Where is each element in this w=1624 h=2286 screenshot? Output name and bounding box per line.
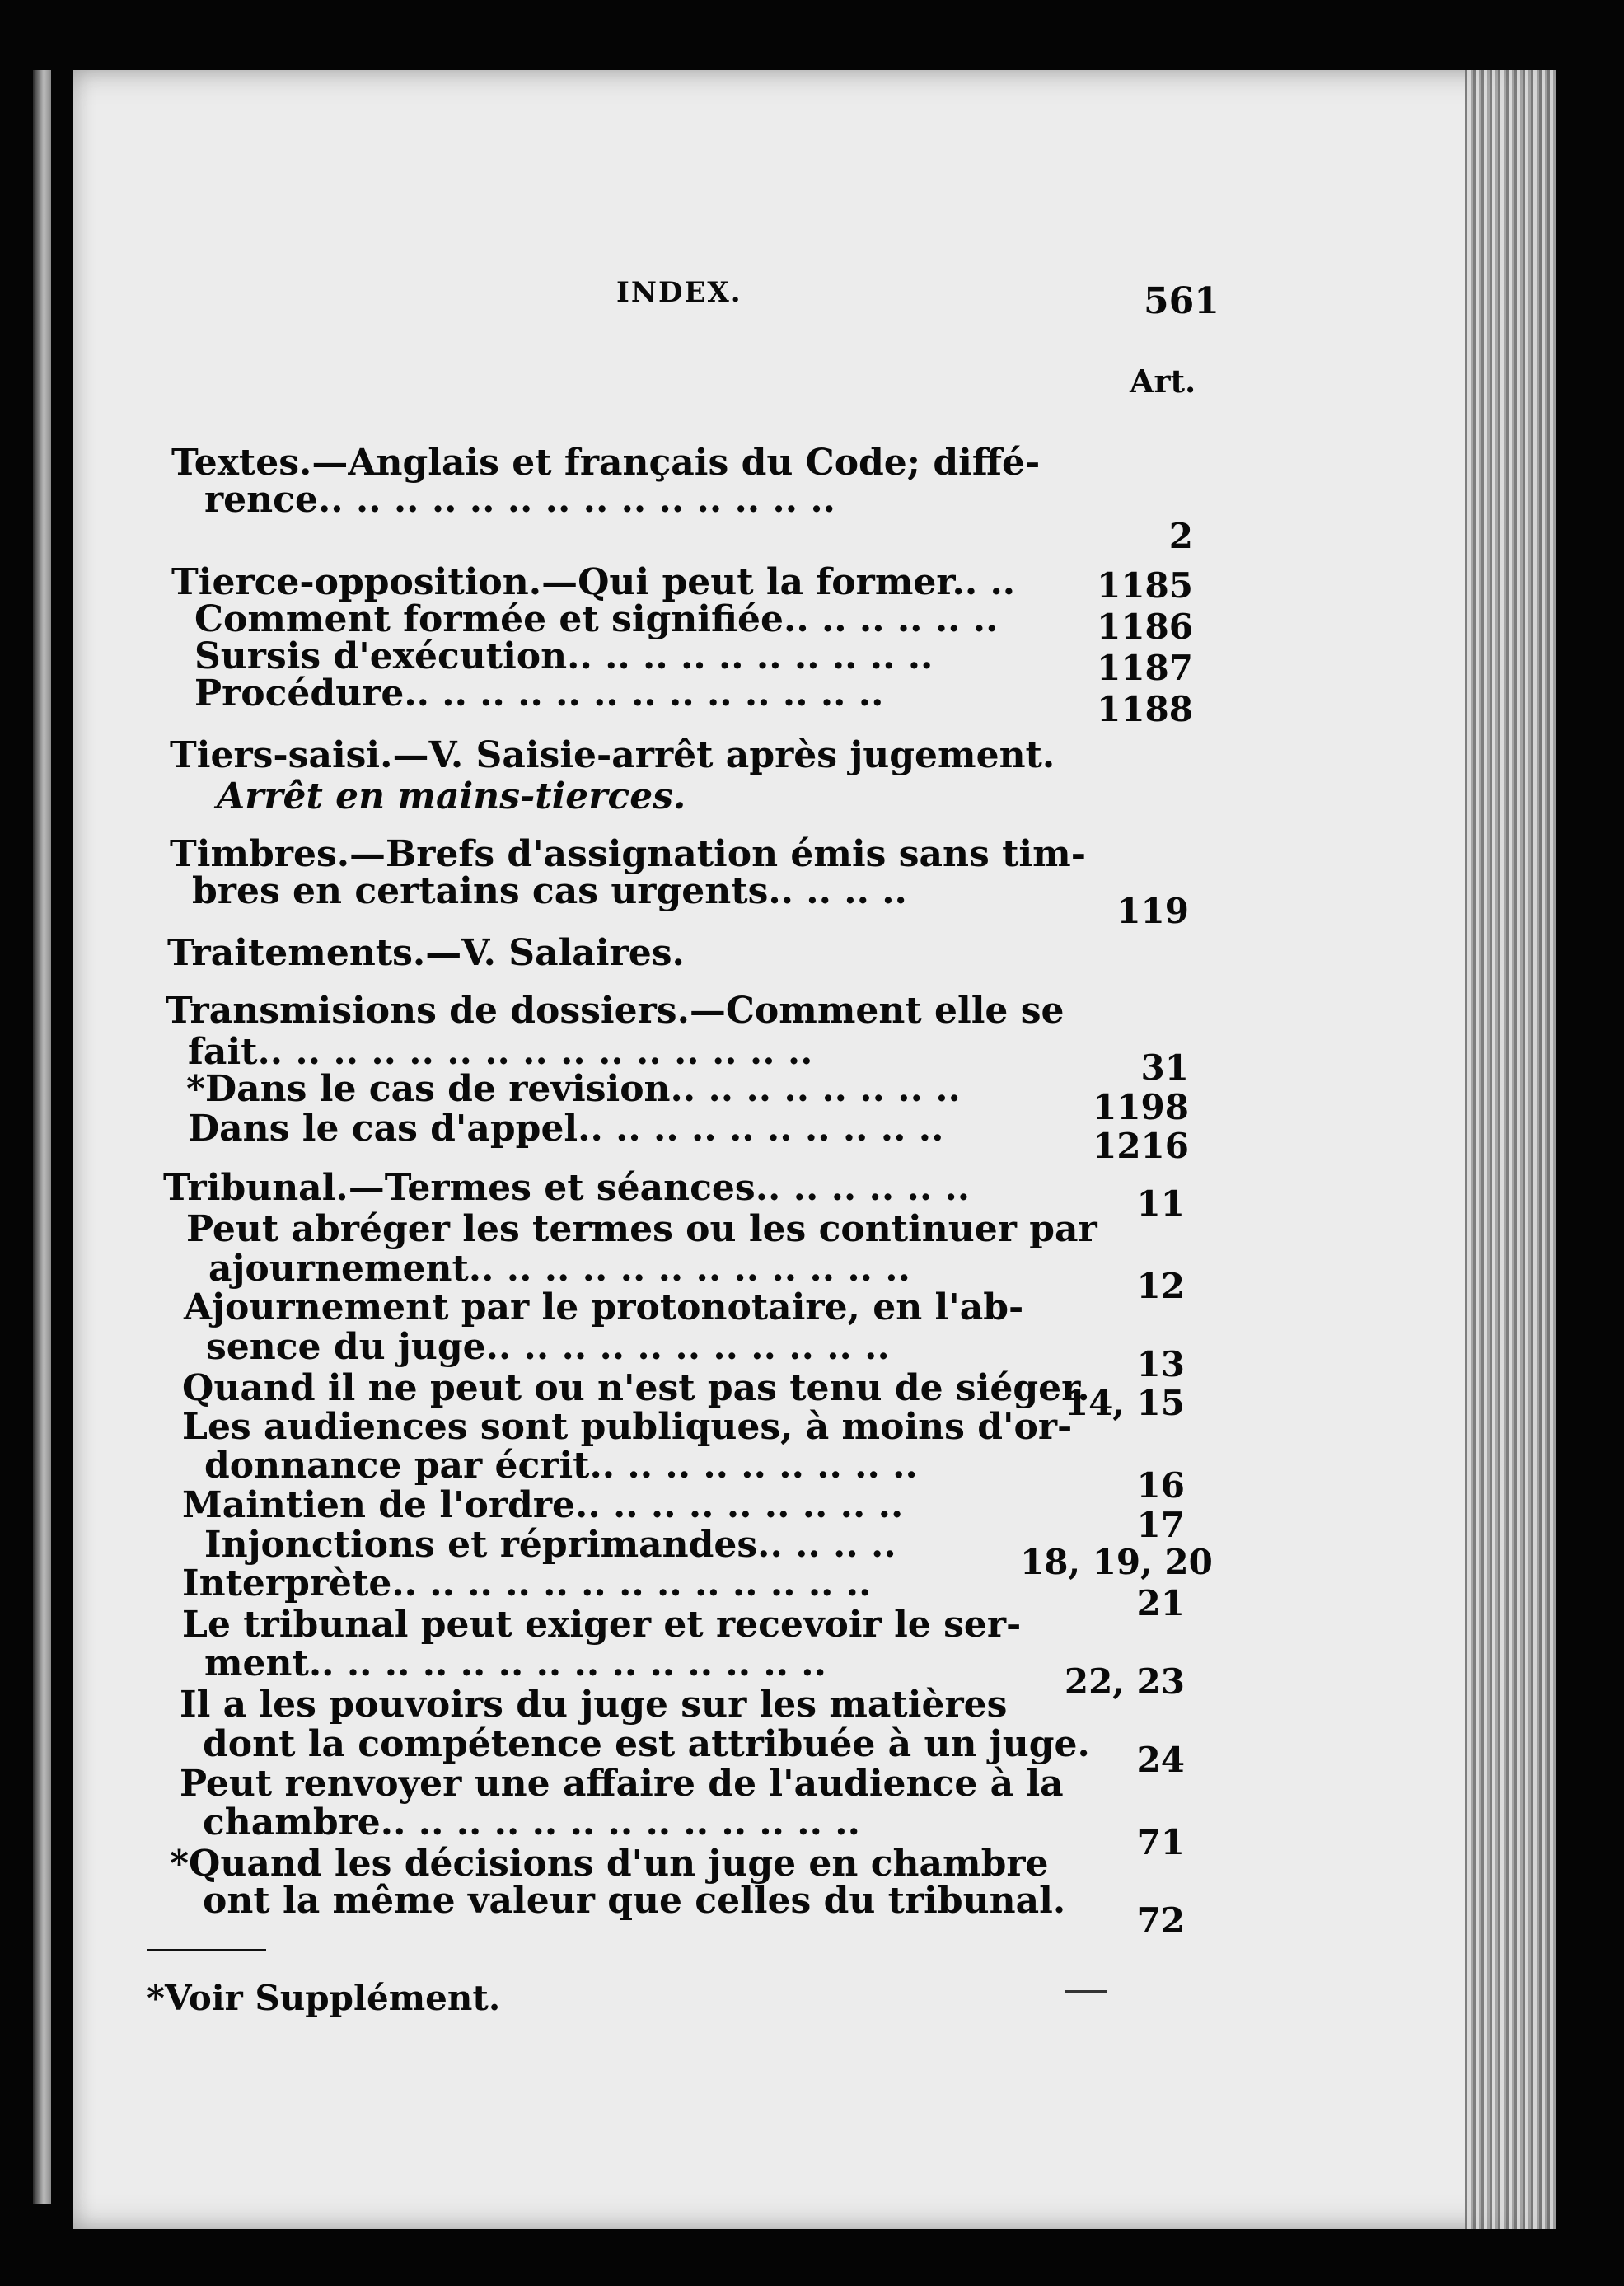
index-line: Sursis d'exécution.. .. .. .. .. .. .. .. .. ..	[194, 635, 934, 677]
index-line: *Quand les décisions d'un juge en chambre	[170, 1843, 1049, 1885]
page-number: 561	[1144, 280, 1219, 322]
article-ref: 71	[1136, 1822, 1185, 1862]
article-ref: 24	[1136, 1740, 1185, 1780]
article-ref: 18, 19, 20	[1020, 1542, 1213, 1582]
index-line: Comment formée et signifiée.. .. .. .. .. ..	[194, 598, 999, 640]
article-ref: 13	[1136, 1344, 1185, 1384]
index-line: Textes.—Anglais et français du Code; diffé-	[171, 442, 1041, 484]
index-line: sence du juge.. .. .. .. .. .. .. .. .. .. ..	[206, 1326, 890, 1368]
index-line: Tiers-saisi.—V. Saisie-arrêt après jugement.	[170, 734, 1055, 776]
footnote-rule	[147, 1949, 266, 1951]
index-line: ment.. .. .. .. .. .. .. .. .. .. .. .. .. ..	[204, 1642, 826, 1684]
article-ref: 119	[1116, 891, 1189, 931]
article-column-head: Art.	[1130, 363, 1196, 400]
article-ref: 21	[1136, 1583, 1185, 1623]
article-ref: 1185	[1097, 565, 1193, 606]
article-ref: 1216	[1093, 1126, 1189, 1166]
facing-page-edge	[33, 70, 51, 2204]
index-line: Dans le cas d'appel.. .. .. .. .. .. .. .. .. ..	[188, 1108, 944, 1150]
article-ref: 16	[1136, 1465, 1185, 1506]
article-ref: 31	[1140, 1047, 1189, 1088]
index-line: donnance par écrit.. .. .. .. .. .. .. .. ..	[204, 1445, 918, 1487]
article-ref: 1188	[1097, 689, 1193, 729]
index-line: Il a les pouvoirs du juge sur les matières	[180, 1684, 1008, 1726]
index-line: Interprète.. .. .. .. .. .. .. .. .. .. .. .. ..	[182, 1562, 872, 1604]
index-line: Procédure.. .. .. .. .. .. .. .. .. .. .. .. ..	[194, 672, 884, 714]
running-head: INDEX.	[616, 276, 742, 309]
index-line: Maintien de l'ordre.. .. .. .. .. .. .. .. ..	[182, 1484, 904, 1526]
index-line: Arrêt en mains-tierces.	[217, 775, 686, 817]
index-line: Ajournement par le protonotaire, en l'ab-	[184, 1286, 1024, 1328]
index-line: Tribunal.—Termes et séances.. .. .. .. .. ..	[163, 1167, 971, 1209]
index-line: Transmisions de dossiers.—Comment elle se	[166, 990, 1065, 1032]
index-line: Traitements.—V. Salaires.	[167, 932, 685, 974]
index-line: bres en certains cas urgents.. .. .. ..	[192, 870, 907, 912]
article-ref: 12	[1136, 1266, 1185, 1306]
index-line: dont la compétence est attribuée à un juge.	[203, 1723, 1090, 1765]
article-ref: 11	[1136, 1183, 1185, 1224]
index-line: Les audiences sont publiques, à moins d'or-	[182, 1406, 1073, 1448]
page-fore-edge	[1465, 70, 1556, 2229]
index-line: chambre.. .. .. .. .. .. .. .. .. .. .. .. ..	[203, 1801, 860, 1843]
index-line: Tierce-opposition.—Qui peut la former.. ..	[171, 561, 1016, 603]
book-page	[73, 70, 1556, 2229]
footnote: *Voir Supplément.	[147, 1978, 501, 2018]
article-ref: 1187	[1097, 648, 1193, 688]
index-line: Injonctions et réprimandes.. .. .. ..	[204, 1524, 896, 1566]
stray-dash-mark	[1065, 1990, 1107, 1993]
article-ref: 2	[1168, 516, 1193, 556]
article-ref: 22, 23	[1064, 1661, 1185, 1702]
article-ref: 14, 15	[1064, 1383, 1185, 1423]
index-line: Quand il ne peut ou n'est pas tenu de siéger.	[182, 1367, 1090, 1409]
article-ref: 72	[1136, 1900, 1185, 1941]
index-line: *Dans le cas de revision.. .. .. .. .. .. .. ..	[186, 1068, 961, 1110]
index-line: Peut abréger les termes ou les continuer par	[186, 1208, 1097, 1250]
index-line: Le tribunal peut exiger et recevoir le ser-	[182, 1604, 1022, 1646]
article-ref: 1198	[1093, 1087, 1189, 1127]
article-ref: 1186	[1097, 607, 1193, 647]
index-line: ajournement.. .. .. .. .. .. .. .. .. .. .. ..	[208, 1248, 910, 1290]
index-line: fait.. .. .. .. .. .. .. .. .. .. .. .. .. .. ..	[188, 1031, 813, 1073]
index-line: rence.. .. .. .. .. .. .. .. .. .. .. .. .. ..	[204, 479, 836, 521]
article-ref: 17	[1136, 1505, 1185, 1545]
index-line: ont la même valeur que celles du tribunal.	[203, 1880, 1066, 1922]
index-line: Timbres.—Brefs d'assignation émis sans tim-	[170, 833, 1086, 875]
index-line: Peut renvoyer une affaire de l'audience à la	[180, 1763, 1064, 1805]
